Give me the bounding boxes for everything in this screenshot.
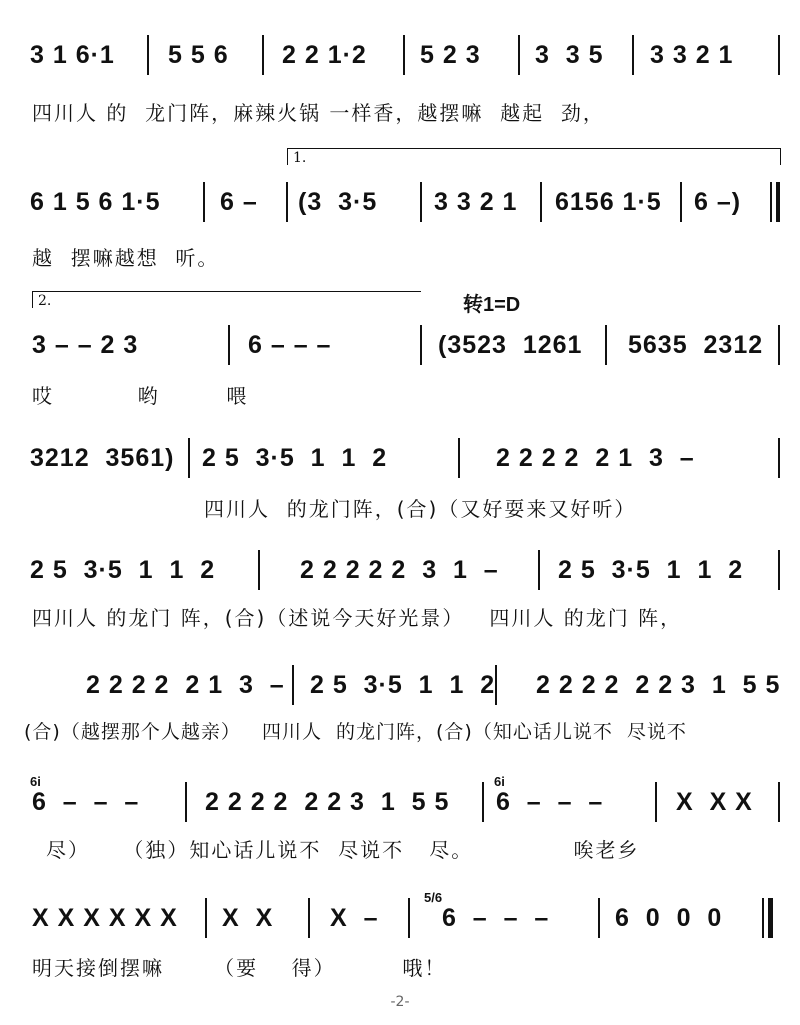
grace-note: 5/6: [424, 890, 443, 905]
barline: [655, 782, 657, 822]
volta-1-number: 1.: [293, 150, 307, 166]
lyrics-line: (合)（越摆那个人越亲） 四川人 的龙门阵，(合)（知心话儿说不 尽说不: [24, 721, 687, 743]
barline: [228, 325, 230, 365]
barline: [680, 182, 682, 222]
measure-5: 6 0 0 0: [615, 904, 723, 932]
grace-note: 6i: [30, 774, 41, 789]
measure-3: 2 2 1·2: [282, 41, 367, 69]
measure-4: 6 – – –: [442, 904, 550, 932]
measure-3: X –: [330, 904, 379, 932]
barline: [778, 550, 780, 590]
repeat-barline: [770, 182, 772, 222]
lyrics-line: 尽） （独）知心话儿说不 尽说不 尽。 唉老乡: [46, 838, 640, 862]
barline: [188, 438, 190, 478]
measure-3: (3523 1261: [438, 331, 583, 359]
repeat-barline-thick: [776, 182, 780, 222]
barline: [262, 35, 264, 75]
measure-3: 6 – – –: [496, 788, 604, 816]
barline: [605, 325, 607, 365]
measure-1: X X X X X X: [32, 904, 178, 932]
lyrics-line: 四川人 的 龙门阵，麻辣火锅 一样香，越摆嘛 越起 劲，: [32, 101, 605, 125]
barline: [538, 550, 540, 590]
barline: [778, 438, 780, 478]
measure-6: 6 –): [694, 188, 742, 216]
measure-5: 3 3 5: [535, 41, 604, 69]
measure-3: 2 5 3·5 1 1 2: [558, 556, 744, 584]
notes-row-8: [0, 888, 800, 948]
volta-bracket-1: [287, 148, 781, 165]
barline: [403, 35, 405, 75]
measure-1: 6 1 5 6 1·5: [30, 188, 161, 216]
measure-6: 3 3 2 1: [650, 41, 734, 69]
measure-1: 3212 3561): [30, 444, 175, 472]
notes-row-6: [0, 655, 800, 715]
grace-note: 6i: [494, 774, 505, 789]
measure-2: 6 – – –: [248, 331, 332, 359]
measure-5: 6156 1·5: [555, 188, 662, 216]
final-barline-thin: [762, 898, 764, 938]
barline: [778, 325, 780, 365]
measure-3: 2 2 2 2 2 1 3 –: [496, 444, 695, 472]
measure-1: 3 1 6·1: [30, 41, 115, 69]
measure-2: X X: [222, 904, 274, 932]
barline: [205, 898, 207, 938]
lyrics-line: 越 摆嘛越想 听。: [32, 246, 220, 270]
notes-row-7: [0, 772, 800, 832]
volta-bracket-2: [32, 291, 421, 308]
lyrics-line: 四川人 的龙门 阵，(合)（述说今天好光景） 四川人 的龙门 阵，: [32, 606, 683, 630]
key-change-label: 转1=D: [463, 294, 521, 316]
measure-3: 2 2 2 2 2 2 3 1 5 5: [536, 671, 781, 699]
barline: [408, 898, 410, 938]
notes-row-2: [0, 172, 800, 232]
measure-1: 2 5 3·5 1 1 2: [30, 556, 216, 584]
barline: [778, 782, 780, 822]
barline: [778, 35, 780, 75]
lyrics-line: 明天接倒摆嘛 （要 得） 哦！: [32, 956, 447, 980]
notes-row-4: [0, 428, 800, 488]
notes-row-3: [0, 315, 800, 375]
measure-4: 5635 2312: [628, 331, 764, 359]
measure-2: 2 2 2 2 2 3 1 –: [300, 556, 499, 584]
measure-3: (3 3·5: [298, 188, 378, 216]
notes-row-1: [0, 25, 800, 85]
barline: [258, 550, 260, 590]
barline: [308, 898, 310, 938]
barline: [598, 898, 600, 938]
barline: [458, 438, 460, 478]
barline: [495, 665, 497, 705]
page-number: -2-: [390, 994, 410, 1010]
barline: [203, 182, 205, 222]
lyrics-line: 四川人 的龙门阵，(合)（又好耍来又好听）: [204, 497, 637, 521]
final-barline-thick: [768, 898, 773, 938]
measure-2: 2 2 2 2 2 2 3 1 5 5: [205, 788, 450, 816]
measure-2: 5 5 6: [168, 41, 229, 69]
barline: [420, 182, 422, 222]
measure-1: 2 2 2 2 2 1 3 –: [86, 671, 285, 699]
measure-2: 2 5 3·5 1 1 2: [310, 671, 496, 699]
lyrics-line: 哎 哟 喂: [32, 384, 249, 408]
measure-1: 3 – – 2 3: [32, 331, 139, 359]
lyrics-row-8: [0, 952, 800, 1024]
measure-4: 3 3 2 1: [434, 188, 518, 216]
volta-2-number: 2.: [38, 293, 52, 309]
measure-4: X X X: [676, 788, 753, 816]
barline: [286, 182, 288, 222]
barline: [420, 325, 422, 365]
measure-4: 5 2 3: [420, 41, 481, 69]
measure-2: 6 –: [220, 188, 258, 216]
barline: [632, 35, 634, 75]
barline: [292, 665, 294, 705]
barline: [185, 782, 187, 822]
measure-1: 6 – – –: [32, 788, 140, 816]
barline: [147, 35, 149, 75]
barline: [518, 35, 520, 75]
notes-row-5: [0, 540, 800, 600]
measure-2: 2 5 3·5 1 1 2: [202, 444, 388, 472]
barline: [540, 182, 542, 222]
barline: [482, 782, 484, 822]
